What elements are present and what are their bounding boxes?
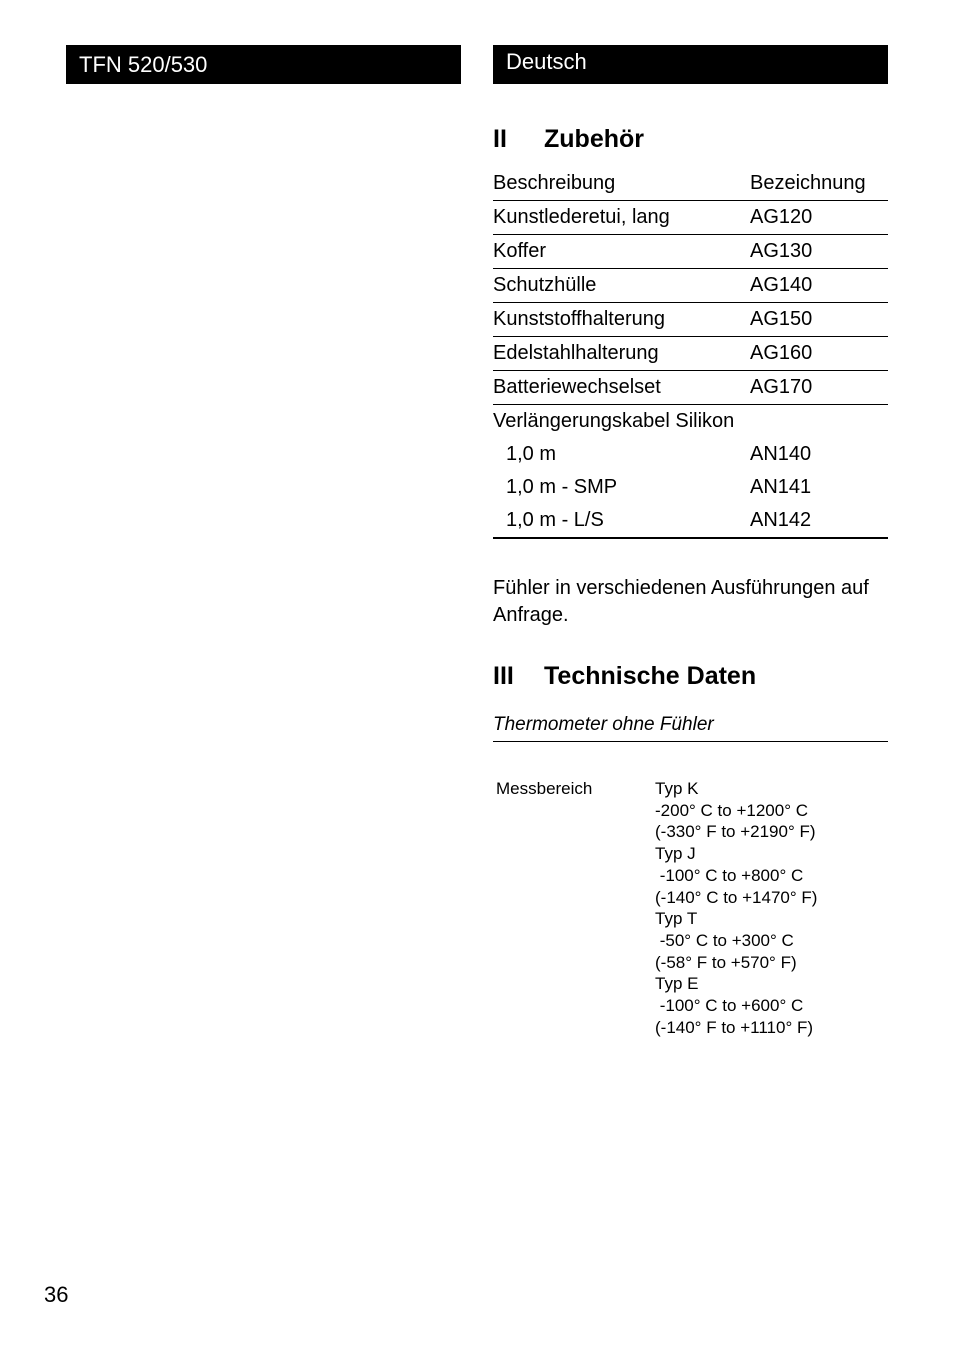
row-code: AG160 xyxy=(750,337,888,371)
probe-note: Fühler in verschiedenen Ausführungen auf Anfrage. xyxy=(493,577,869,626)
column-header-description: Beschreibung xyxy=(493,167,750,201)
model-title: TFN 520/530 xyxy=(79,52,208,77)
row-description: Schutzhülle xyxy=(493,269,750,303)
row-code: AN141 xyxy=(750,476,812,498)
table-row xyxy=(493,371,888,405)
spec-line: (-330° F to +2190° F) xyxy=(655,822,816,842)
section-number: III xyxy=(493,662,514,690)
section-title: Technische Daten xyxy=(544,662,757,690)
spec-line: -200° C to +1200° C xyxy=(655,800,808,820)
section-title: Zubehör xyxy=(544,125,644,153)
spec-line: (-140° C to +1470° F) xyxy=(655,887,818,907)
row-description: Batteriewechselset xyxy=(493,371,750,405)
table-group-row xyxy=(493,405,888,439)
spec-line: (-58° F to +570° F) xyxy=(655,952,797,972)
row-description: 1,0 m xyxy=(506,443,557,465)
accessories-table xyxy=(493,167,888,539)
row-description: Kunststoffhalterung xyxy=(493,303,750,337)
section-number: II xyxy=(493,125,507,153)
group-label: Verlängerungskabel Silikon xyxy=(493,410,735,432)
row-code: AN142 xyxy=(750,504,888,538)
spec-values xyxy=(655,778,817,1038)
model-header-bar xyxy=(66,45,461,84)
spec-line: Typ J xyxy=(655,844,696,864)
row-code: AG120 xyxy=(750,201,888,235)
row-code: AG140 xyxy=(750,269,888,303)
table-row xyxy=(493,201,888,235)
table-row xyxy=(493,438,888,471)
row-description: Kunstlederetui, lang xyxy=(493,201,750,235)
spec-line: -50° C to +300° C xyxy=(655,930,794,950)
row-description: 1,0 m - L/S xyxy=(493,504,750,538)
section-technical-heading xyxy=(493,662,756,691)
spec-label: Messbereich xyxy=(496,779,593,798)
table-row xyxy=(493,303,888,337)
row-description: Edelstahlhalterung xyxy=(493,337,750,371)
technical-subheading: Thermometer ohne Fühler xyxy=(493,714,888,742)
language-title: Deutsch xyxy=(506,49,587,74)
spec-line: -100° C to +800° C xyxy=(655,865,804,885)
table-row xyxy=(493,504,888,538)
column-header-code: Bezeichnung xyxy=(750,167,888,201)
table-row xyxy=(493,471,888,504)
table-header-row xyxy=(493,167,888,201)
spec-line: (-140° F to +1110° F) xyxy=(655,1017,814,1037)
spec-line: Typ T xyxy=(655,909,698,929)
table-row xyxy=(493,337,888,371)
row-code: AG170 xyxy=(750,371,888,405)
spec-line: Typ K xyxy=(655,779,699,798)
spec-line: -100° C to +600° C xyxy=(655,996,804,1016)
spec-line: Typ E xyxy=(655,974,699,994)
row-code: AN140 xyxy=(750,443,812,465)
row-code: AG150 xyxy=(750,303,888,337)
row-description: Koffer xyxy=(493,235,750,269)
row-code: AG130 xyxy=(750,235,888,269)
row-description: 1,0 m - SMP xyxy=(506,476,618,498)
section-accessories-heading xyxy=(493,125,644,154)
language-header-bar xyxy=(493,45,888,84)
page-number: 36 xyxy=(44,1282,69,1307)
table-row xyxy=(493,235,888,269)
table-row xyxy=(493,269,888,303)
